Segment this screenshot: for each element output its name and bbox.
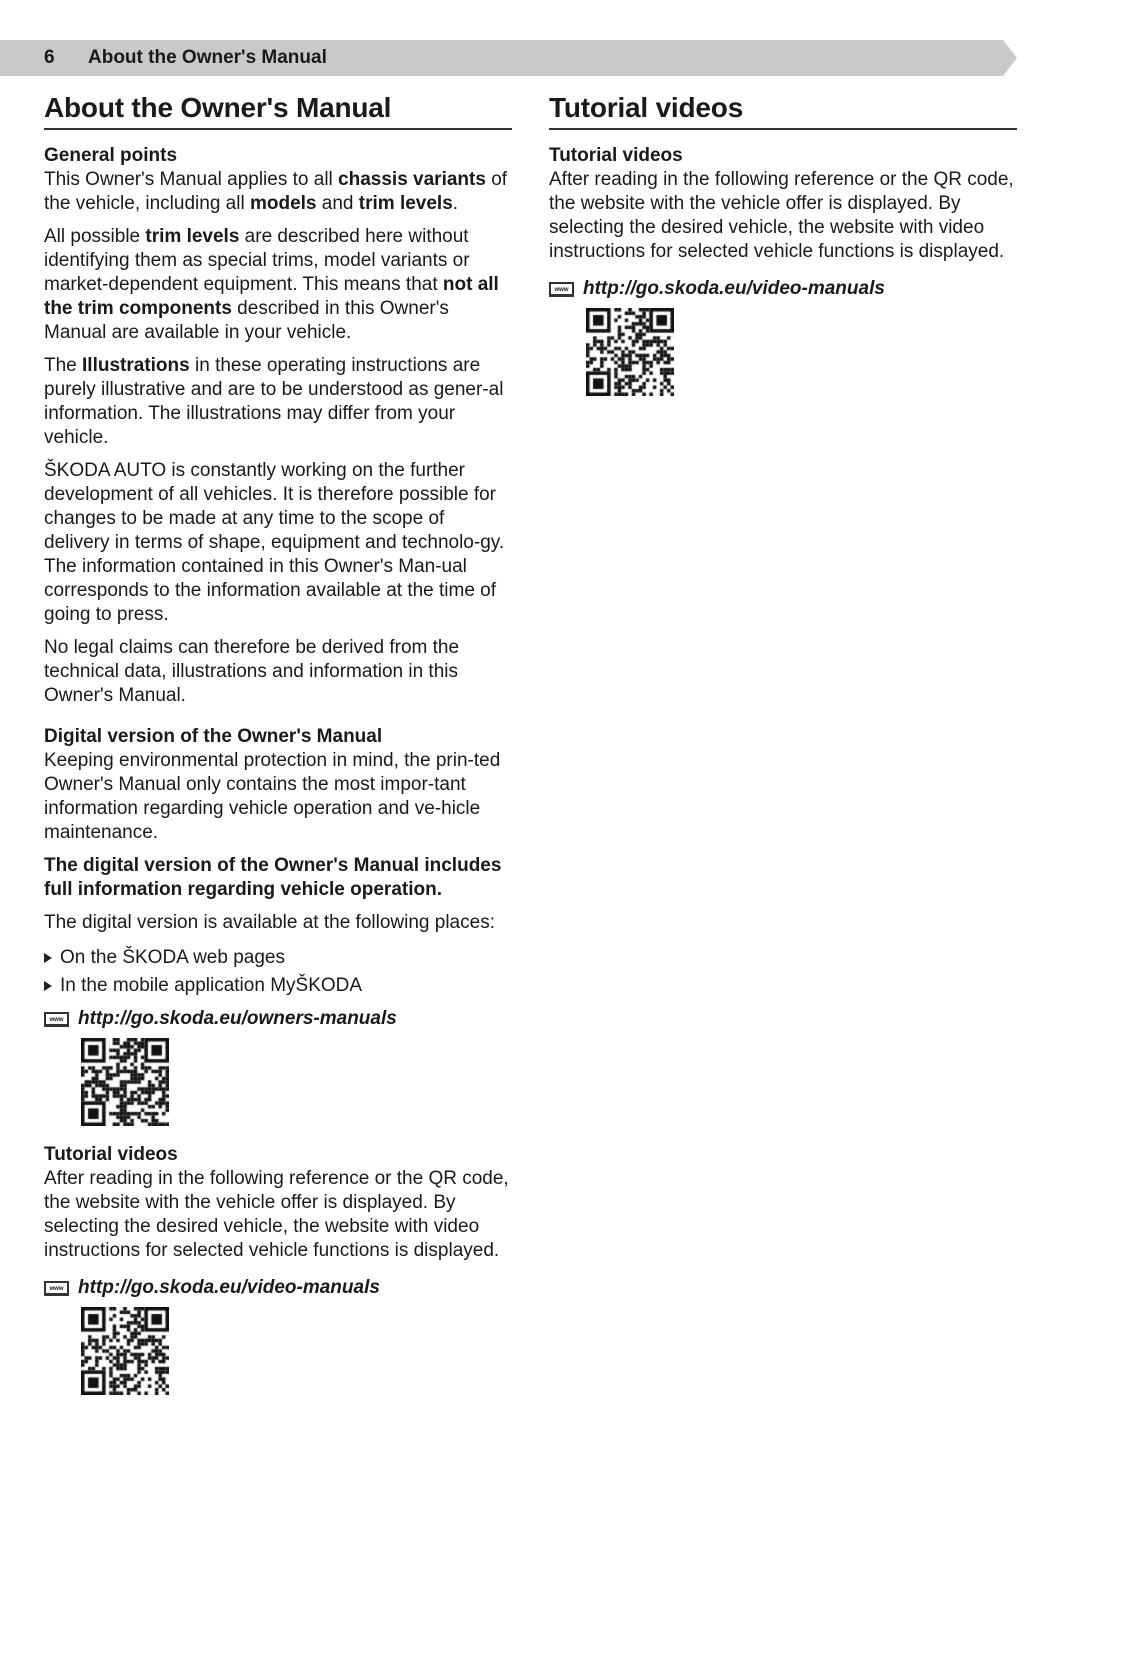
www-icon: www xyxy=(549,282,574,297)
emphasis-text: chassis variants xyxy=(338,169,486,190)
tutorial-videos-heading: Tutorial videos xyxy=(549,145,683,166)
list-item xyxy=(44,944,512,972)
list-item-label: In the mobile application MyŠKODA xyxy=(60,975,363,996)
text: in these operating instructions are purely illustrative and are to be understood as gener-al information. The illustrations may differ from your vehicle. xyxy=(44,355,504,448)
paragraph xyxy=(44,636,512,708)
qr-code-video-manuals[interactable] xyxy=(586,308,674,396)
list-item xyxy=(44,972,512,1000)
list-item-label: On the ŠKODA web pages xyxy=(60,947,285,968)
paragraph xyxy=(44,354,512,450)
digital-version-note: The digital version of the Owner's Manual includes full information regarding vehicle operation. xyxy=(44,855,502,900)
www-icon: www xyxy=(44,1012,69,1027)
digital-version-heading: Digital version of the Owner's Manual xyxy=(44,726,383,747)
text: and xyxy=(316,193,359,214)
left-column xyxy=(44,92,512,1412)
video-manuals-link-row xyxy=(549,278,1017,300)
bullet-triangle-icon xyxy=(44,981,52,991)
header-arrow xyxy=(1003,40,1017,76)
video-manuals-link[interactable]: http://go.skoda.eu/video-manuals xyxy=(78,1277,380,1298)
emphasis-text: not all the trim components xyxy=(44,274,499,319)
tutorial-videos-text: After reading in the following reference or the QR code, the website with the vehicle offer is displayed. By selecting the desired vehicle, the website with video instructions for selected vehicle functions is displayed. xyxy=(549,169,1014,262)
text: ŠKODA AUTO is constantly working on the further development of all vehicles. It is therefore possible for changes to be made at any time to the scope of delivery in terms of shape, equipment and technolo-gy. The information contained in this Owner's Man-ual corresponds to the information available at the time of going to press. xyxy=(44,460,505,625)
text: described in this Owner's Manual are available in your vehicle. xyxy=(44,298,449,343)
tutorial-videos-text: After reading in the following reference or the QR code, the website with the vehicle offer is displayed. By selecting the desired vehicle, the website with video instructions for selected vehicle functions is displayed. xyxy=(44,1168,509,1261)
text: This Owner's Manual applies to all xyxy=(44,169,339,190)
paragraph xyxy=(44,225,512,345)
paragraph xyxy=(44,168,512,216)
page-number: 6 xyxy=(44,47,55,68)
www-icon: www xyxy=(44,1281,69,1296)
general-points-body xyxy=(44,168,512,708)
text: of the vehicle, including all xyxy=(44,169,508,214)
text: . xyxy=(452,193,459,214)
places-list xyxy=(44,944,512,1000)
general-points-heading: General points xyxy=(44,145,178,166)
owners-manuals-link-row xyxy=(44,1008,512,1030)
paragraph xyxy=(44,459,512,627)
emphasis-text: Illustrations xyxy=(82,355,190,376)
digital-version-text: Keeping environmental protection in mind, the prin-ted Owner's Manual only contains the most impor-tant information regarding vehicle operation and ve-hicle maintenance. xyxy=(44,750,501,843)
text: are described here without identifying them as special trims, model variants or market-dependent equipment. This means that xyxy=(44,226,470,295)
text: No legal claims can therefore be derived from the technical data, illustrations and information in this Owner's Manual. xyxy=(44,637,460,706)
qr-code-video-manuals[interactable] xyxy=(81,1307,169,1395)
qr-code-owners-manuals[interactable] xyxy=(81,1038,169,1126)
right-column xyxy=(549,92,1017,413)
running-title: About the Owner's Manual xyxy=(88,47,327,68)
tutorial-videos-heading: Tutorial videos xyxy=(44,1144,178,1165)
section-title: Tutorial videos xyxy=(549,92,1017,130)
owners-manuals-link[interactable]: http://go.skoda.eu/owners-manuals xyxy=(78,1008,397,1029)
video-manuals-link-row xyxy=(44,1277,512,1299)
text: The xyxy=(44,355,83,376)
emphasis-text: models xyxy=(249,193,317,214)
text: All possible xyxy=(44,226,146,247)
video-manuals-link[interactable]: http://go.skoda.eu/video-manuals xyxy=(583,278,885,299)
section-title: About the Owner's Manual xyxy=(44,92,512,130)
emphasis-text: trim levels xyxy=(358,193,453,214)
page-header-bar xyxy=(0,40,1003,76)
digital-places-intro: The digital version is available at the following places: xyxy=(44,912,495,933)
bullet-triangle-icon xyxy=(44,953,52,963)
emphasis-text: trim levels xyxy=(145,226,240,247)
